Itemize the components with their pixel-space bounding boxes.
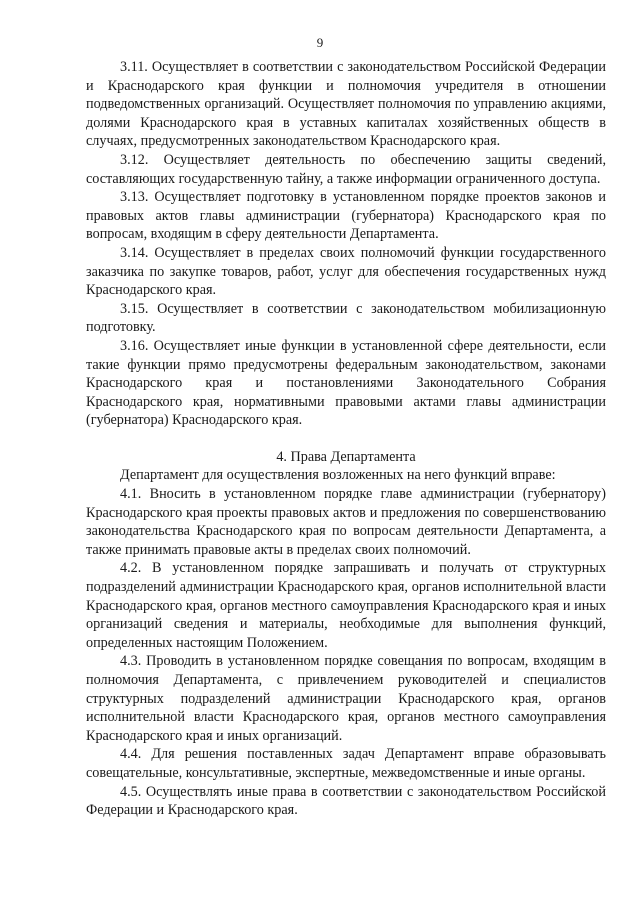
paragraph-3-13: 3.13. Осуществляет подготовку в установленном порядке проектов законов и правовых актов главы администрации (губернатора) Краснодарского края по вопросам, входящим в сферу деятельности Департамента. <box>86 189 606 243</box>
paragraph-4-1: 4.1. Вносить в установленном порядке главе администрации (губернатору) Краснодарского края проекты правовых актов и предложения по совершенствованию законодательства Краснодарского края по вопросам деятельности Департамента, а также принимать правовые акты в пределах своих полномочий. <box>86 486 606 558</box>
paragraph-3-15: 3.15. Осуществляет в соответствии с законодательством мобилизационную подготовку. <box>86 300 606 336</box>
paragraph-4-5: 4.5. Осуществлять иные права в соответствии с законодательством Российской Федерации и Краснодарского края. <box>86 783 606 819</box>
page-number: 9 <box>316 35 324 50</box>
paragraph-3-14: 3.14. Осуществляет в пределах своих полномочий функции государственного заказчика по закупке товаров, работ, услуг для обеспечения государственных нужд Краснодарского края. <box>86 244 606 299</box>
section-intro: Департамент для осуществления возложенных на него функций вправе: <box>120 467 556 484</box>
section-heading-rights: 4. Права Департамента <box>276 448 416 465</box>
paragraph-4-2: 4.2. В установленном порядке запрашивать и получать от структурных подразделений администрации Краснодарского края, органов исполнительной власти Краснодарского края, органов местного самоуправления Краснодарского края и иных организаций сведения и материалы, необходимые для выполнения функций, определенных настоящим Положением. <box>86 560 606 651</box>
paragraph-4-3: 4.3. Проводить в установленном порядке совещания по вопросам, входящим в полномочия Департамента, с привлечением руководителей и специалистов структурных подразделений администрации Краснодарского края, органов исполнительной власти Краснодарского края, органов местного самоуправления Краснодарского края и иных организаций. <box>86 653 606 744</box>
paragraph-3-12: 3.12. Осуществляет деятельность по обеспечению защиты сведений, составляющих государственную тайну, а также информации ограниченного доступа. <box>86 151 606 187</box>
paragraph-3-16: 3.16. Осуществляет иные функции в установленной сфере деятельности, если такие функции прямо предусмотрены федеральным законодательством, законами Краснодарского края и постановлениями Законодательного Собрания Краснодарского края, нормативными правовыми актами главы администрации (губернатора) Краснодарского края. <box>86 337 606 429</box>
document-body <box>86 58 606 820</box>
paragraph-3-11: 3.11. Осуществляет в соответствии с законодательством Российской Федерации и Краснодарского края функции и полномочия учредителя в отношении подведомственных организаций. Осуществляет полномочия по управлению акциями, долями Краснодарского края в уставных капиталах хозяйственных обществ в случаях, предусмотренных законодательством Краснодарского края. <box>86 59 606 150</box>
paragraph-4-4: 4.4. Для решения поставленных задач Департамент вправе образовывать совещательные, консультативные, экспертные, межведомственные и иные органы. <box>86 746 606 781</box>
